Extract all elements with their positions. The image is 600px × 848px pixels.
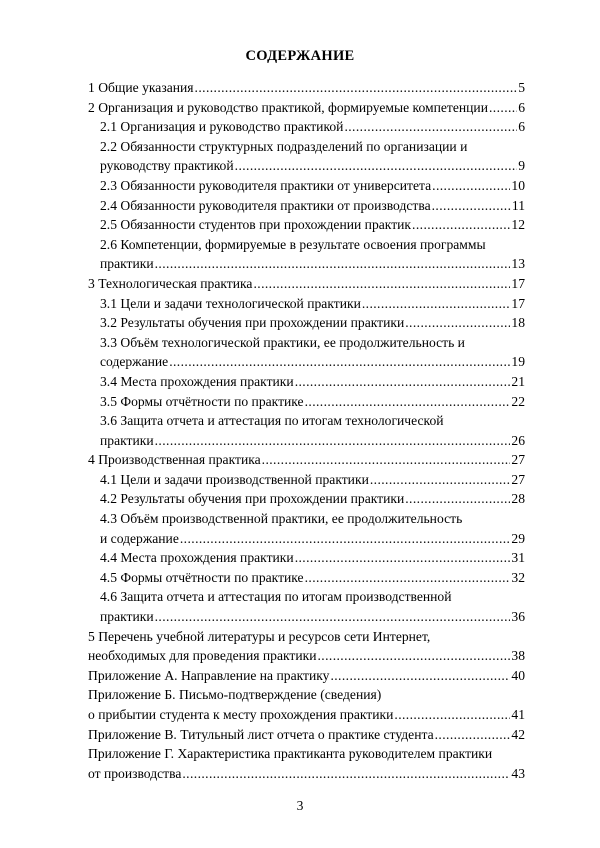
toc-entry-title-cont: о прибытии студента к месту прохождения практики (88, 707, 394, 722)
toc-entry-title-cont: содержание (100, 354, 169, 370)
toc-entry-title-cont: практики (100, 609, 154, 625)
toc-entry-page: 18 (511, 315, 525, 331)
dot-leader (295, 548, 511, 568)
toc-entry[interactable] (88, 196, 525, 216)
dot-leader (405, 313, 510, 333)
toc-entry-title-cont: необходимых для проведения практики (88, 648, 317, 664)
dot-leader (330, 666, 510, 686)
toc-entry[interactable] (88, 548, 525, 568)
toc-entry-page: 10 (511, 177, 525, 193)
toc-entry[interactable] (88, 627, 525, 666)
toc-entry-page: 12 (511, 217, 525, 233)
toc-entry-page: 31 (511, 550, 525, 566)
toc-entry-page: 29 (511, 530, 525, 546)
dot-leader (195, 78, 518, 98)
toc-entry[interactable] (88, 294, 525, 314)
toc-entry[interactable] (88, 215, 525, 235)
toc-entry-title: 3.1 Цели и задачи технологической практики (100, 295, 361, 311)
dot-leader (405, 489, 510, 509)
toc-entry[interactable] (88, 450, 525, 470)
toc-entry-title: 4.5 Формы отчётности по практике (100, 569, 304, 585)
toc-entry-page: 6 (518, 99, 525, 115)
toc-entry-title: 5 Перечень учебной литературы и ресурсов сети Интернет, (88, 628, 431, 644)
toc-entry-title: 3.2 Результаты обучения при прохождении практики (100, 315, 405, 331)
toc-entry[interactable] (88, 685, 525, 724)
toc-entry[interactable] (88, 313, 525, 333)
toc-entry-title-cont: практики (100, 256, 154, 272)
toc-entry-title-cont: практики (100, 432, 154, 448)
toc-entry[interactable] (88, 666, 525, 686)
toc-entry-page: 26 (511, 432, 525, 448)
toc-entry-title: Приложение А. Направление на практику (88, 667, 330, 683)
toc-entry-title-cont: руководству практикой (100, 158, 234, 174)
toc-entry-title: 2.1 Организация и руководство практикой (100, 119, 344, 135)
dot-leader (169, 352, 510, 372)
toc-entry-page: 27 (511, 452, 525, 468)
dot-leader (412, 215, 510, 235)
toc-entry-title: 1 Общие указания (88, 80, 194, 95)
toc-entry[interactable] (88, 725, 525, 745)
toc-entry-title: 4.3 Объём производственной практики, ее продолжительность (100, 511, 463, 527)
toc-entry[interactable] (88, 744, 525, 783)
dot-leader (432, 196, 511, 216)
dot-leader (235, 156, 518, 176)
dot-leader (432, 176, 510, 196)
toc-entry-title-cont: от производства (88, 765, 182, 781)
toc-entry-title: 3.3 Объём технологической практики, ее продолжительность и (100, 334, 465, 350)
toc-entry-page: 13 (511, 256, 525, 272)
toc-entry[interactable] (88, 392, 525, 412)
toc-entry[interactable] (88, 274, 525, 294)
toc-entry-page: 17 (511, 295, 525, 311)
dot-leader (180, 529, 511, 549)
toc-entry[interactable] (88, 411, 525, 450)
toc-entry-page: 22 (511, 393, 525, 409)
toc-entry[interactable] (88, 117, 525, 137)
toc-entry-title: Приложение Г. Характеристика практиканта руководителем практики (88, 746, 493, 762)
toc-entry[interactable] (88, 98, 525, 118)
toc-entry-page: 43 (511, 765, 525, 781)
dot-leader (435, 725, 511, 745)
toc-entry-title: 2.5 Обязанности студентов при прохождении практик (100, 217, 412, 233)
toc-entry-title: 2.6 Компетенции, формируемые в результате освоения программы (100, 236, 486, 252)
toc-entry-title: 2.4 Обязанности руководителя практики от производства (100, 197, 431, 213)
toc-entry-title: 3.6 Защита отчета и аттестация по итогам технологической (100, 413, 444, 429)
dot-leader (262, 450, 511, 470)
dot-leader (253, 274, 510, 294)
toc-entry-title: 2.3 Обязанности руководителя практики от университета (100, 177, 432, 193)
page-number: 3 (296, 798, 304, 813)
dot-leader (362, 294, 511, 314)
toc-entry-page: 6 (518, 119, 525, 135)
toc-entry[interactable] (88, 587, 525, 626)
toc-entry-title-cont: и содержание (100, 530, 179, 546)
toc-entry-title: 4.6 Защита отчета и аттестация по итогам производственной (100, 589, 452, 605)
page-title: СОДЕРЖАНИЕ (245, 48, 355, 64)
toc-entry-title: 4 Производственная практика (88, 452, 261, 468)
toc-entry[interactable] (88, 568, 525, 588)
toc-entry-page: 21 (511, 373, 525, 389)
dot-leader (182, 764, 510, 784)
dot-leader (305, 392, 511, 412)
toc-entry-title: 4.2 Результаты обучения при прохождении практики (100, 491, 405, 507)
dot-leader (318, 646, 511, 666)
toc-entry[interactable] (88, 509, 525, 548)
toc-entry-page: 28 (511, 491, 525, 507)
dot-leader (394, 705, 510, 725)
toc-entry-page: 5 (518, 80, 525, 95)
toc-entry-page: 27 (511, 471, 525, 487)
toc-entry-title: Приложение Б. Письмо-подтверждение (сведения) (88, 687, 382, 703)
toc-entry[interactable] (88, 333, 525, 372)
dot-leader (155, 607, 511, 627)
toc-entry-title: Приложение В. Титульный лист отчета о практике студента (88, 726, 434, 742)
toc-entry-title: 4.4 Места прохождения практики (100, 550, 294, 566)
dot-leader (344, 117, 517, 137)
toc-entry-title: 3.5 Формы отчётности по практике (100, 393, 304, 409)
toc-entry-page: 40 (511, 667, 525, 683)
dot-leader (155, 431, 511, 451)
toc-entry[interactable] (88, 235, 525, 274)
toc-entry[interactable] (88, 78, 525, 98)
dot-leader (370, 470, 511, 490)
toc-entry[interactable] (88, 489, 525, 509)
toc-entry-page: 41 (511, 707, 525, 722)
toc-entry-page: 17 (511, 275, 525, 291)
toc-entry-title: 3.4 Места прохождения практики (100, 373, 294, 389)
dot-leader (305, 568, 511, 588)
dot-leader (489, 98, 517, 118)
toc-entry-page: 36 (511, 609, 525, 625)
toc-entry[interactable] (88, 176, 525, 196)
dot-leader (155, 254, 511, 274)
toc-entry-title: 3 Технологическая практика (88, 275, 253, 291)
toc-entry-page: 19 (511, 354, 525, 370)
toc-entry[interactable] (88, 372, 525, 392)
toc-entry[interactable] (88, 470, 525, 490)
toc-entry-page: 38 (511, 648, 525, 664)
toc-entry[interactable] (88, 137, 525, 176)
toc-entry-page: 11 (511, 197, 525, 213)
toc-entry-page: 32 (511, 569, 525, 585)
table-of-contents (88, 78, 525, 783)
toc-entry-page: 42 (511, 726, 525, 742)
toc-entry-title: 4.1 Цели и задачи производственной практики (100, 471, 369, 487)
toc-entry-title: 2 Организация и руководство практикой, формируемые компетенции (88, 99, 488, 115)
dot-leader (295, 372, 511, 392)
toc-entry-page: 9 (518, 158, 525, 174)
toc-entry-title: 2.2 Обязанности структурных подразделений по организации и (100, 138, 468, 154)
